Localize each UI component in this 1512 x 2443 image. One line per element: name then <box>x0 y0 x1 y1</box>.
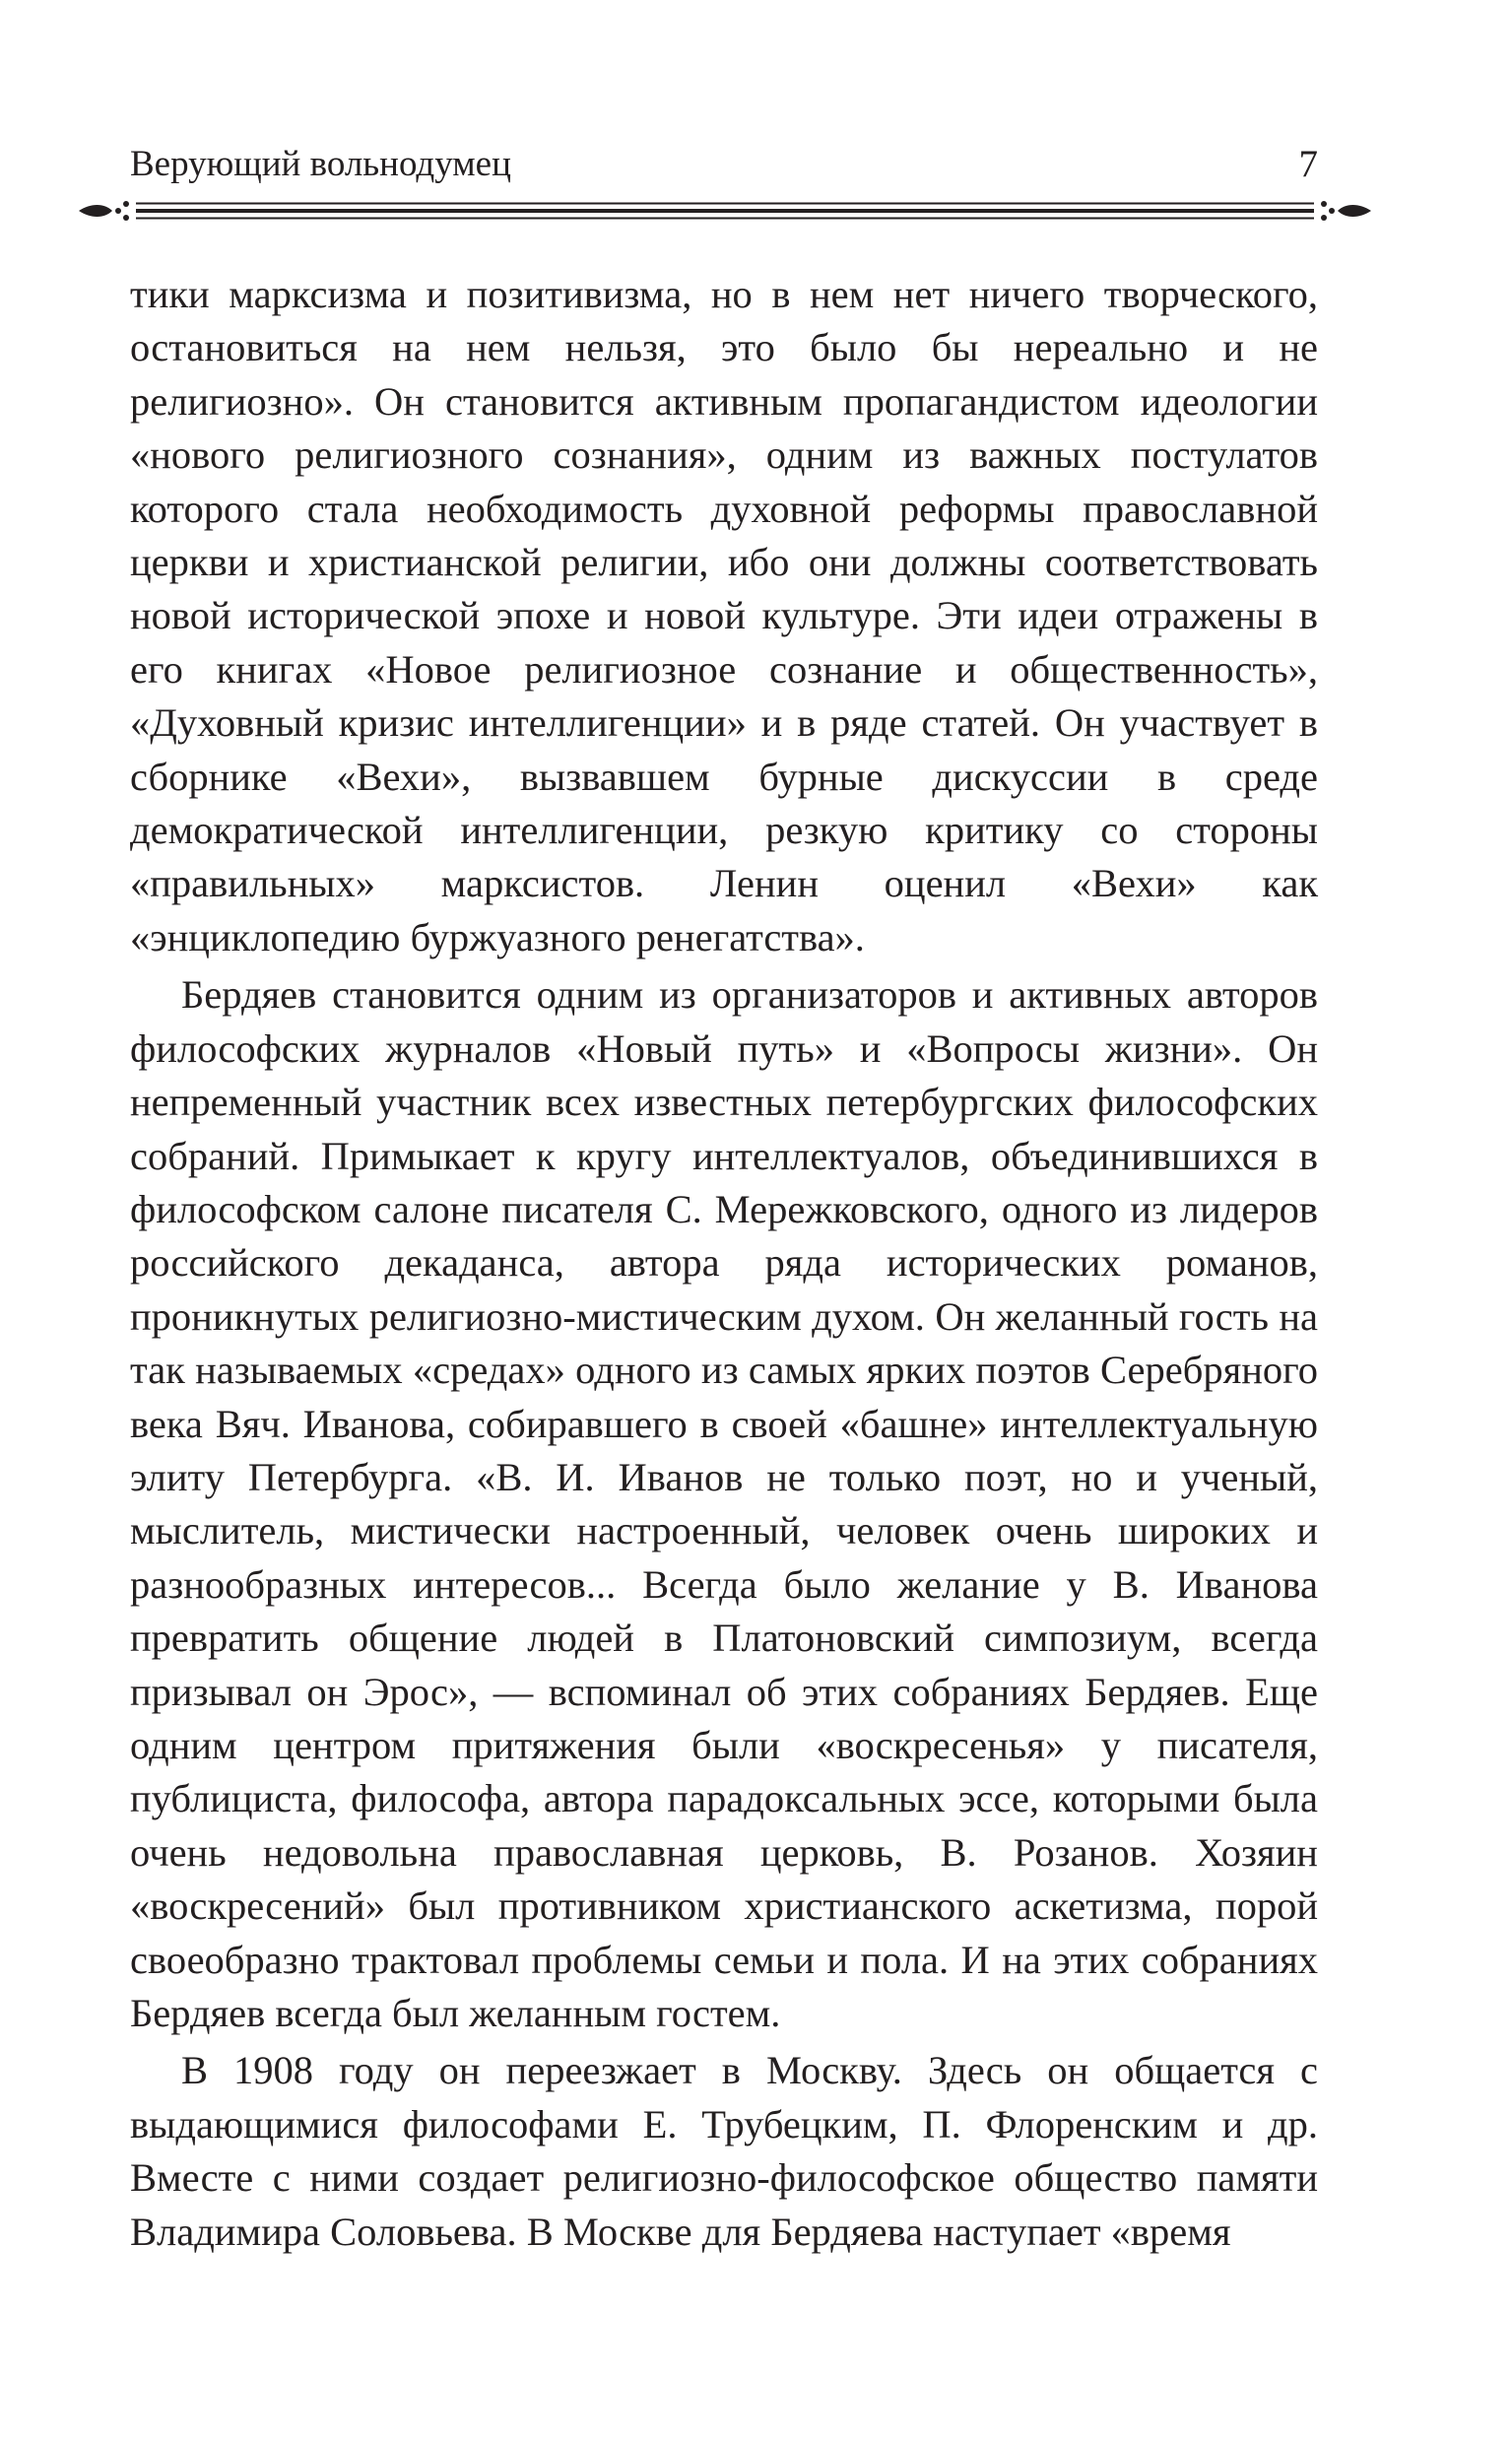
paragraph-continued: тики марксизма и позитивизма, но в нем нет ничего творческого, остановиться на нем нельзя, это было бы нереально и не религиозно». Он становится активным пропагандистом идеологии «нового религиозного сознания», одним из важных постулатов которого стала необходимость духовной реформы православной церкви и христианской религии, ибо они должны соответствовать новой исторической эпохе и новой культуре. Эти идеи отражены в его книгах «Новое религиозное сознание и общественность», «Духовный кризис интеллигенции» и в ряде статей. Он участвует в сборнике «Вехи», вызвавшем бурные дискуссии в среде демократической интеллигенции, резкую критику со стороны «правильных» марксистов. Ленин оценил «Вехи» как «энциклопедию буржуазного ренегатства». <box>130 272 1318 959</box>
header-ornament-rule <box>79 194 1371 228</box>
paragraph: В 1908 году он переезжает в Москву. Здесь он общается с выдающимися философами Е. Трубецким, П. Флоренским и др. Вместе с ними создает религиозно-философское общество памяти Владимира Соловьева. В Москве для Бердяева наступает «время <box>130 2048 1318 2254</box>
running-title: Верующий вольнодумец <box>130 144 511 184</box>
body-text <box>130 268 1318 2263</box>
page-number: 7 <box>1298 143 1318 185</box>
paragraph: Бердяев становится одним из организаторов и активных авторов философских журналов «Новый путь» и «Вопросы жизни». Он непременный участник всех известных петербургских философских собраний. Примыкает к кругу интеллектуалов, объединившихся в философском салоне писателя С. Мережковского, одного из лидеров российского декаданса, автора ряда исторических романов, проникнутых религиозно-мистическим духом. Он желанный гость на так называемых «средах» одного из самых ярких поэтов Серебряного века Вяч. Иванова, собиравшего в своей «башне» интеллектуальную элиту Петербурга. «В. И. Иванов не только поэт, но и ученый, мыслитель, мистически настроенный, человек очень широких и разнообразных интересов... Всегда было желание у В. Иванова превратить общение людей в Платоновский симпозиум, всегда призывал он Эрос», — вспоминал об этих собраниях Бердяев. Еще одним центром притяжения были «воскресенья» у писателя, публициста, философа, автора парадоксальных эссе, которыми была очень недовольна православная церковь, В. Розанов. Хозяин «воскресений» был противником христианского аскетизма, порой своеобразно трактовал проблемы семьи и пола. И на этих собраниях Бердяев всегда был желанным гостем. <box>130 972 1318 2035</box>
running-header <box>130 138 1318 191</box>
